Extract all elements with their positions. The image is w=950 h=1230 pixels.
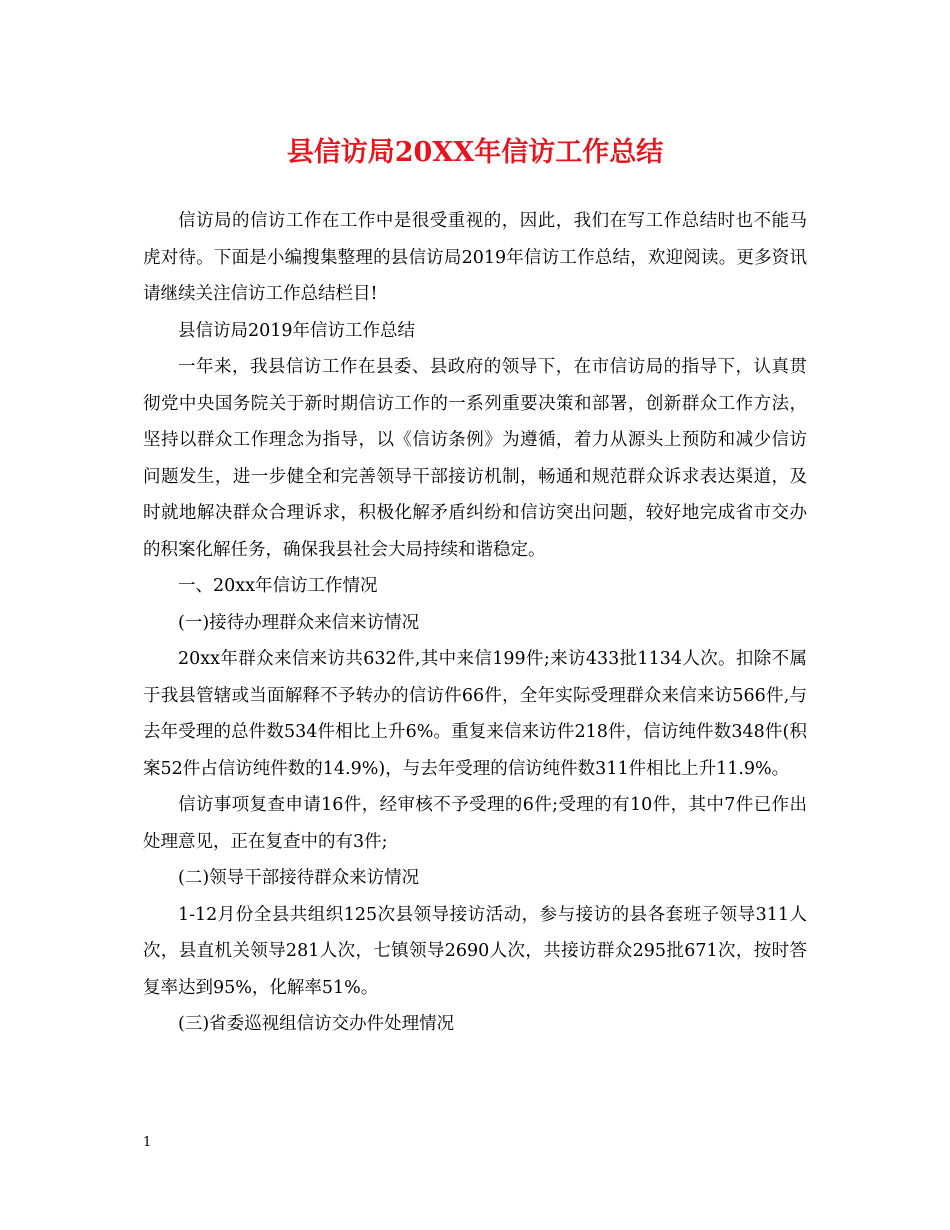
subsection-heading-1: (一)接待办理群众来信来访情况 bbox=[178, 612, 420, 633]
page-number: 1 bbox=[143, 1135, 152, 1150]
document-body bbox=[143, 203, 807, 1043]
paragraph-intro: 信访局的信访工作在工作中是很受重视的，因此，我们在写工作总结时也不能马虎对待。下面是小编搜集整理的县信访局2019年信访工作总结，欢迎阅读。更多资讯请继续关注信访工作总结栏目! bbox=[143, 211, 807, 304]
paragraph-statistics: 20xx年群众来信来访共632件,其中来信199件;来访433批1134人次。扣除不属于我县管辖或当面解释不予转办的信访件66件，全年实际受理群众来信来访566件,与去年受理的总件数534件相比上升6%。重复来信来访件218件，信访纯件数348件(积案52件占信访纯件数的14.9%)，与去年受理的信访纯件数311件相比上升11.9%。 bbox=[143, 649, 807, 779]
document-title: 县信访局20XX年信访工作总结 bbox=[286, 137, 664, 168]
paragraph-overview: 一年来，我县信访工作在县委、县政府的领导下，在市信访局的指导下，认真贯彻党中央国务院关于新时期信访工作的一系列重要决策和部署，创新群众工作方法，坚持以群众工作理念为指导，以《信访条例》为遵循，着力从源头上预防和减少信访问题发生，进一步健全和完善领导干部接访机制，畅通和规范群众诉求表达渠道，及时就地解决群众合理诉求，积极化解矛盾纠纷和信访突出问题，较好地完成省市交办的积案化解任务，确保我县社会大局持续和谐稳定。 bbox=[143, 357, 807, 560]
section-heading-1: 一、20xx年信访工作情况 bbox=[178, 576, 378, 596]
subsection-heading-3: (三)省委巡视组信访交办件处理情况 bbox=[178, 1014, 455, 1034]
paragraph-review: 信访事项复查申请16件，经审核不予受理的6件;受理的有10件，其中7件已作出处理意见，正在复查中的有3件; bbox=[143, 795, 807, 852]
paragraph-leader-visits: 1-12月份全县共组织125次县领导接访活动，参与接访的县各套班子领导311人次，县直机关领导281人次，七镇领导2690人次，共接访群众295批671次，按时答复率达到95%，化解率51%。 bbox=[143, 904, 807, 998]
paragraph-subtitle: 县信访局2019年信访工作总结 bbox=[178, 320, 416, 341]
subsection-heading-2: (二)领导干部接待群众来访情况 bbox=[178, 868, 420, 888]
